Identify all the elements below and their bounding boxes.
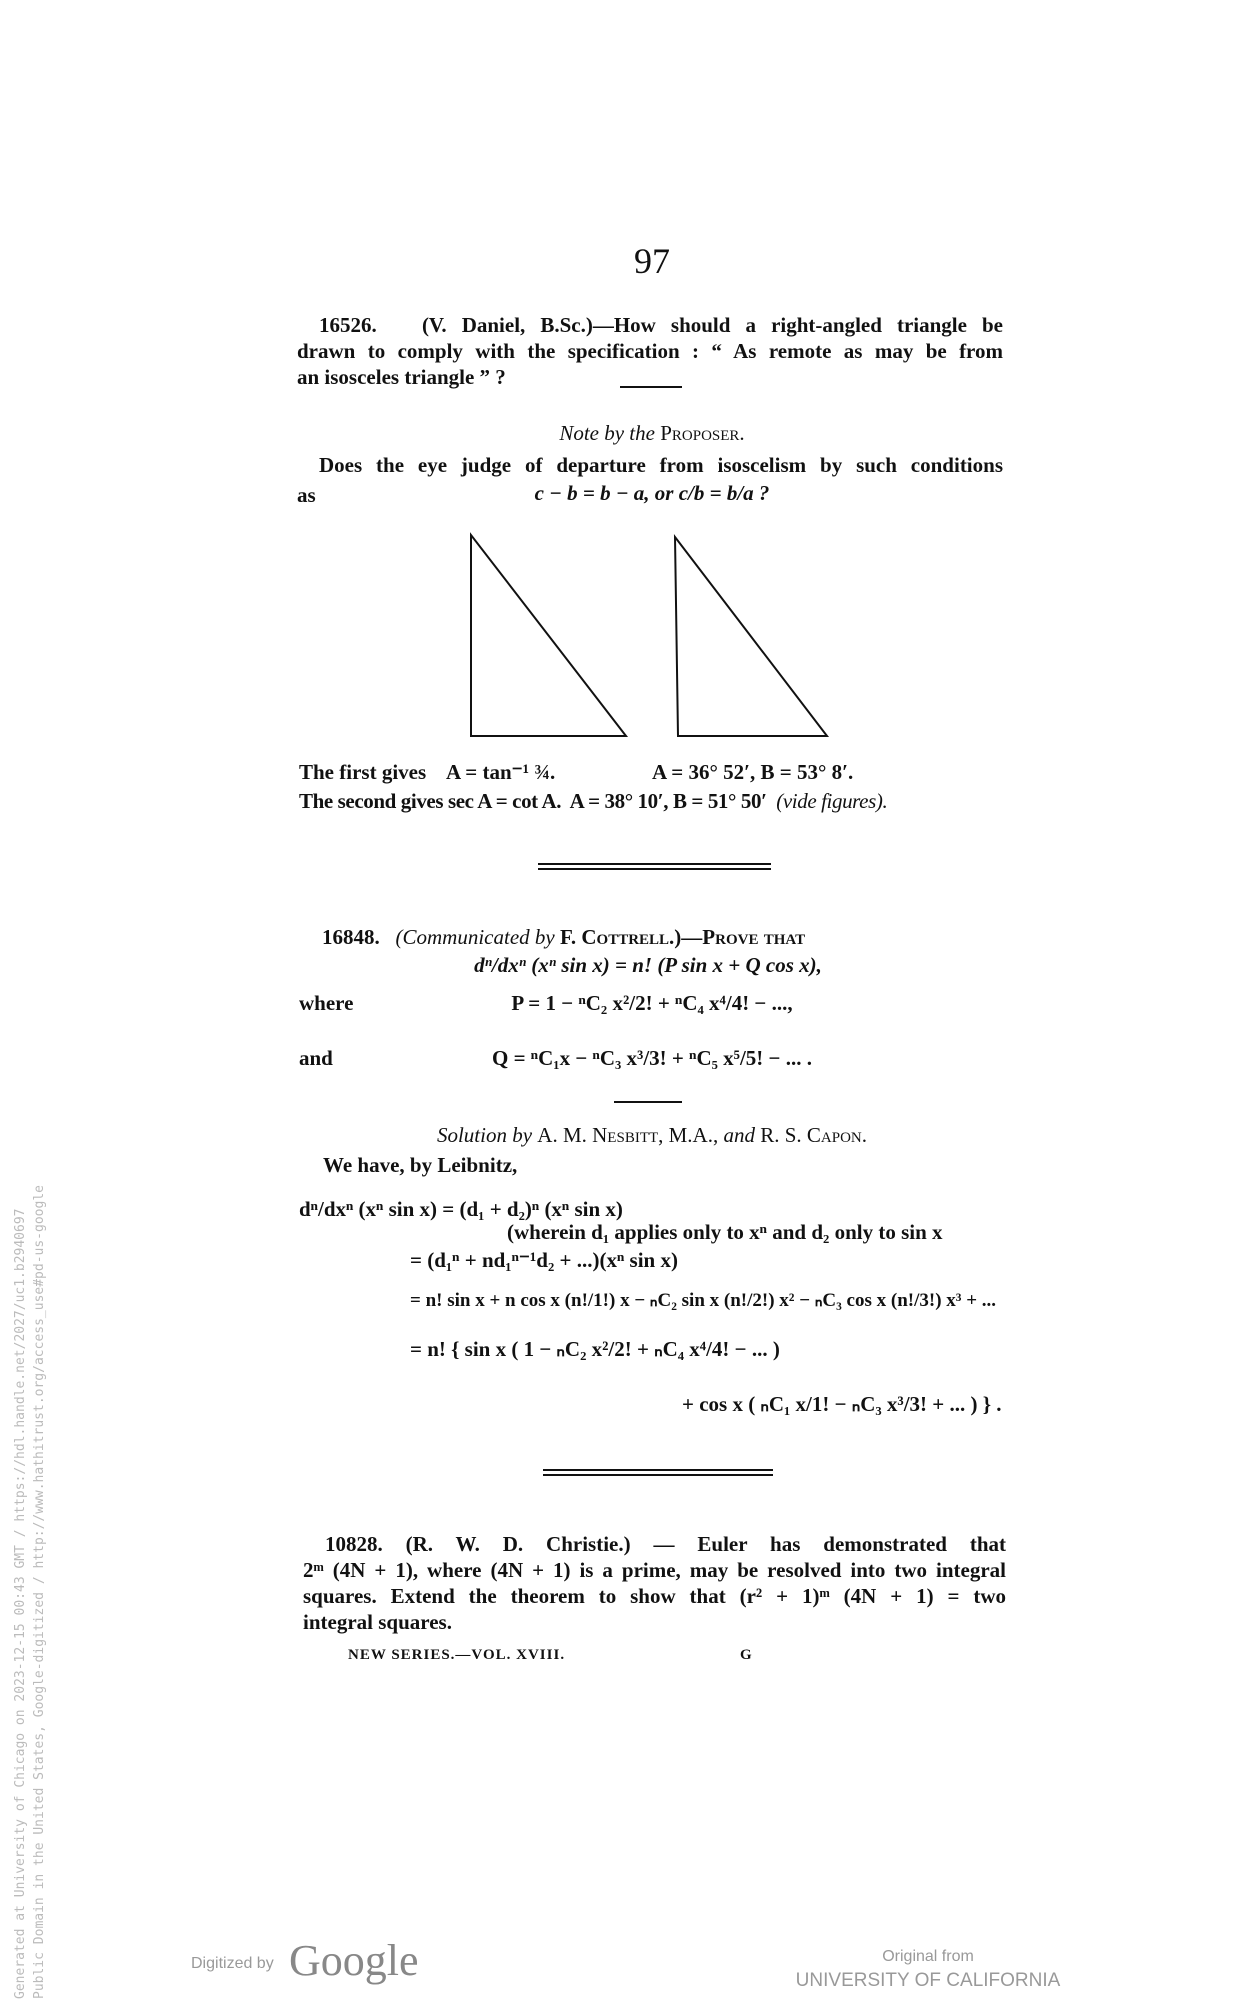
result-1-formula: A = tan⁻¹ ¾. [446, 760, 556, 784]
result-2-ref: (vide figures). [776, 789, 888, 813]
result-2 [299, 788, 887, 814]
original-from-label: Original from [882, 1948, 974, 1965]
solution-line: (wherein d₁ applies only to xⁿ and d₂ only to sin x [507, 1220, 943, 1244]
access-watermark [11, 999, 49, 1999]
note-line: Does the eye judge of departure from isoscelism by such conditions [319, 453, 1003, 477]
triangle-figure-1 [471, 535, 626, 736]
communicated-label: (Communicated by [395, 925, 555, 949]
section-divider [543, 1469, 773, 1476]
divider [614, 1101, 682, 1103]
google-logo: Google [289, 1936, 419, 1985]
note-heading-name: Proposer. [660, 421, 745, 445]
note-heading-italic: Note by the [559, 421, 655, 445]
solution-line: = n! { sin x ( 1 − ₙC₂ x²/2! + ₙC₄ x⁴/4! − ... ) [410, 1337, 780, 1361]
watermark-line-2: Public Domain in the United States, Google-digitized / http://www.hathitrust.org/access_use#pd-us-google [32, 1185, 47, 1999]
series-footer: NEW SERIES.—VOL. XVIII. [348, 1647, 566, 1663]
question-10828 [303, 1531, 1006, 1635]
solution-heading [437, 1122, 867, 1148]
result-1-values: A = 36° 52′, B = 53° 8′. [652, 760, 854, 784]
solution-line: = (d₁ⁿ + nd₁ⁿ⁻¹d₂ + ...)(xⁿ sin x) [410, 1248, 678, 1272]
solution-by: Solution by [436, 1123, 533, 1147]
digitized-by-label: Digitized by [191, 1955, 274, 1972]
p-formula: P = 1 − ⁿC₂ x²/2! + ⁿC₄ x⁴/4! − ..., [511, 991, 793, 1015]
solution-author-2: R. S. Capon. [760, 1123, 868, 1147]
triangle-figure-2 [675, 537, 827, 736]
solution-line: We have, by Leibnitz, [323, 1153, 518, 1177]
section-divider [538, 863, 771, 870]
result-1-label: The first gives [299, 760, 427, 784]
result-2-formula: sec A = cot A. [447, 789, 562, 813]
watermark-line-1: Generated at University of Chicago on 2023-12-15 00:43 GMT / https://hdl.handle.net/2027/uc1.b2940697 [13, 1208, 28, 1999]
q16526-line-3: an isosceles triangle ” ? [297, 365, 506, 389]
q10828-line-4: integral squares. [303, 1610, 452, 1634]
question-number: 16526. [319, 313, 377, 337]
main-formula: dⁿ/dxⁿ (xⁿ sin x) = n! (P sin x + Q cos x), [474, 953, 822, 977]
q10828-line-3: squares. Extend the theorem to show that (r² + 1)ᵐ (4N + 1) = two [303, 1584, 1006, 1608]
institution-name: UNIVERSITY OF CALIFORNIA [795, 1970, 1061, 1991]
q10828-line-2: 2ᵐ (4N + 1), where (4N + 1) is a prime, may be resolved into two integral [303, 1558, 1006, 1582]
communicated-name: F. Cottrell.)—Prove that [559, 925, 806, 949]
page-number: 97 [634, 241, 670, 281]
q10828-text: (R. W. D. Christie.) — Euler has demonstrated that [405, 1532, 1006, 1556]
and-label: and [299, 1046, 333, 1070]
note-as: as [297, 483, 316, 507]
signature-mark: G [740, 1647, 752, 1663]
question-16848 [322, 924, 805, 950]
question-number: 10828. [325, 1532, 383, 1556]
result-1 [299, 759, 555, 785]
result-2-values: A = 38° 10′, B = 51° 50′ [569, 789, 767, 813]
solution-author-1: A. M. Nesbitt, M.A., [537, 1123, 719, 1147]
q-formula: Q = ⁿC₁x − ⁿC₃ x³/3! + ⁿC₅ x⁵/5! − ... . [492, 1046, 812, 1070]
question-number: 16848. [322, 925, 380, 949]
where-label: where [299, 991, 354, 1015]
solution-line: + cos x ( ₙC₁ x/1! − ₙC₃ x³/3! + ... ) } . [682, 1392, 1002, 1416]
q16526-text: (V. Daniel, B.Sc.)—How should a right-angled triangle be [421, 313, 1004, 337]
result-2-label: The second gives [299, 789, 444, 813]
solution-line: dⁿ/dxⁿ (xⁿ sin x) = (d₁ + d₂)ⁿ (xⁿ sin x) [299, 1197, 623, 1221]
q10828-line-1 [303, 1531, 1006, 1557]
note-formula: c − b = b − a, or c/b = b/a ? [534, 481, 770, 505]
solution-and: and [723, 1123, 755, 1147]
q16526-line-2: drawn to comply with the specification : “ As remote as may be from [297, 339, 1003, 363]
solution-line: = n! sin x + n cos x (n!/1!) x − ₙC₂ sin x (n!/2!) x² − ₙC₃ cos x (n!/3!) x³ + ... [410, 1290, 997, 1311]
